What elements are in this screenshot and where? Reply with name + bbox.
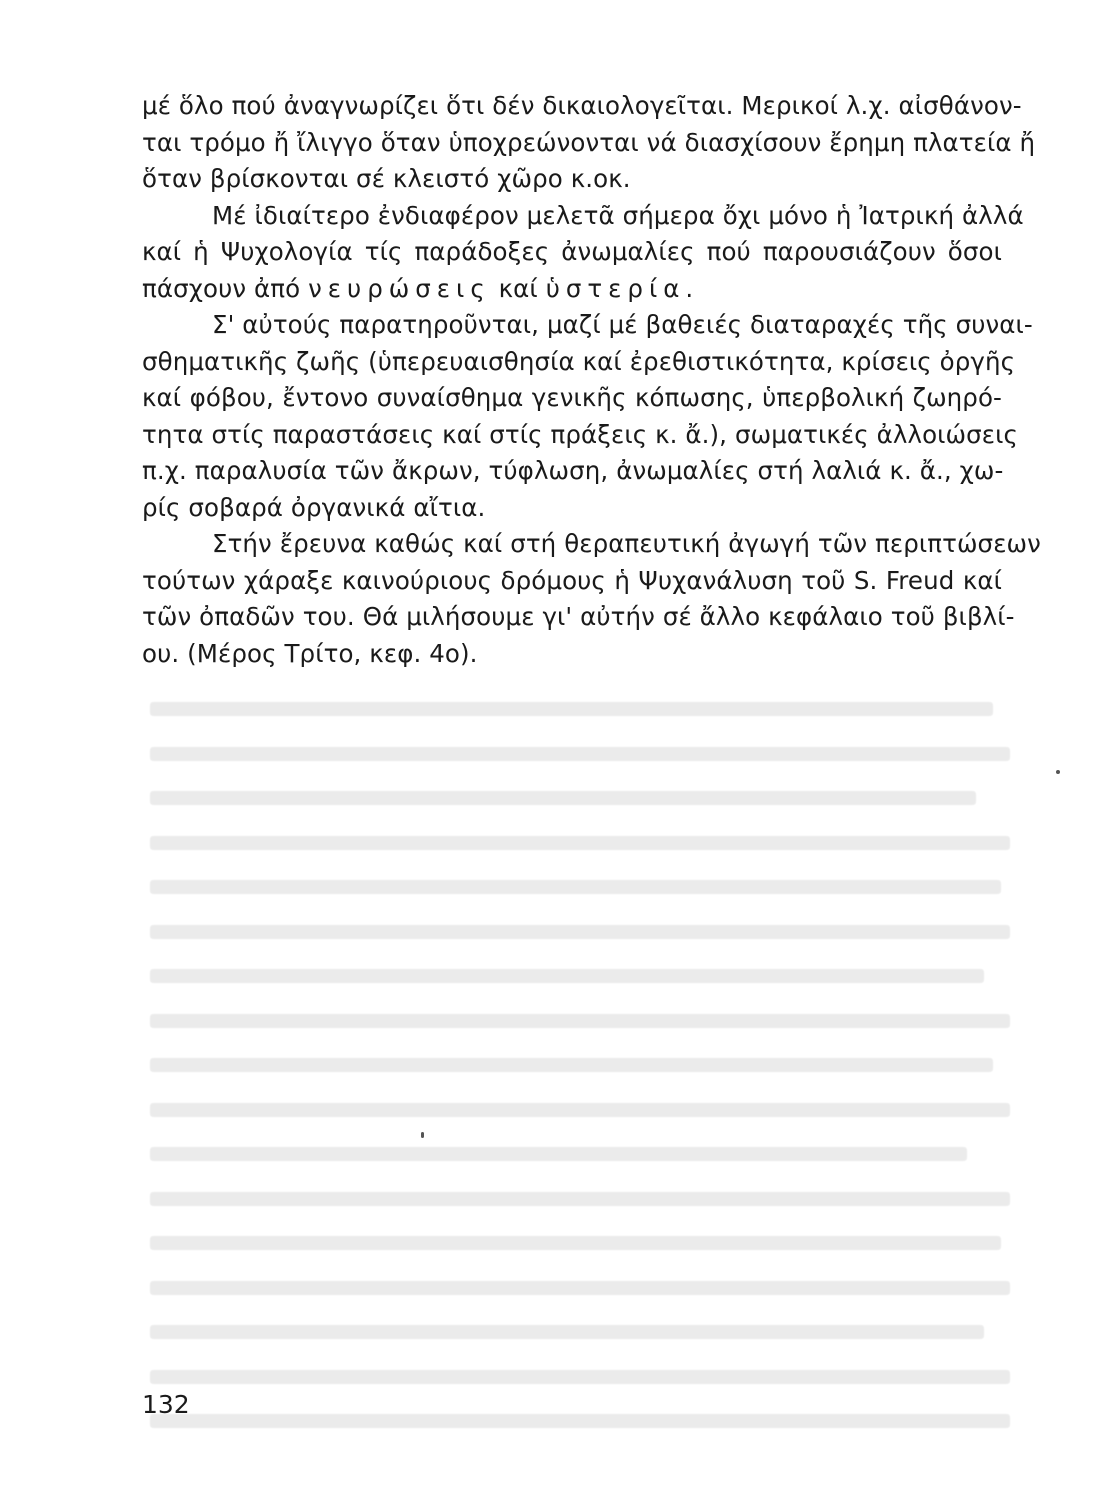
text-line: σθηματικῆς ζωῆς (ὑπερευαισθησία καί ἐρεθιστικότητα, κρίσεις ὀργῆς	[142, 346, 1016, 376]
paragraph-3	[142, 307, 1033, 526]
text-line: καί ἡ Ψυχολογία τίς παράδοξες ἀνωμαλίες πού παρουσιάζουν ὅσοι	[142, 237, 1002, 266]
text-line: τητα στίς παραστάσεις καί στίς πράξεις κ. ἄ.), σωματικές ἀλλοιώσεις	[142, 419, 1019, 449]
text-line	[142, 271, 1002, 308]
text-segment: καί	[498, 273, 538, 303]
text-segment: πάσχουν ἀπό	[142, 273, 301, 303]
body-text	[142, 88, 1041, 672]
emphasized-term-neuroses: νευρώσεις	[308, 273, 491, 303]
text-line: ρίς σοβαρά ὀργανικά αἴτια.	[142, 492, 486, 522]
paragraph-4	[142, 526, 1041, 672]
emphasized-term-hysteria: ὑστερία.	[545, 273, 700, 303]
text-line: τούτων χάραξε καινούριους δρόμους ἡ Ψυχανάλυση τοῦ S. Freud καί	[142, 565, 1002, 595]
text-line: Μέ ἰδιαίτερο ἐνδιαφέρον μελετᾶ σήμερα ὄχι μόνο ἡ Ἰατρική ἀλλά	[212, 200, 1024, 230]
page-number: 132	[142, 1390, 190, 1419]
text-line: καί φόβου, ἔντονο συναίσθημα γενικῆς κόπωσης, ὑπερβολική ζωηρό-	[142, 383, 1002, 412]
text-line: Στήν ἔρευνα καθώς καί στή θεραπευτική ἀγωγή τῶν περιπτώσεων	[212, 529, 1041, 558]
text-line: ται τρόμο ἤ ἴλιγγο ὅταν ὑποχρεώνονται νά διασχίσουν ἔρημη πλατεία ἤ	[142, 127, 1036, 157]
paper-speck	[1056, 770, 1060, 774]
text-line: π.χ. παραλυσία τῶν ἄκρων, τύφλωση, ἀνωμαλίες στή λαλιά κ. ἄ., χω-	[142, 456, 1004, 485]
reverse-side-bleed-through	[150, 690, 1010, 1447]
paragraph-1	[142, 88, 1036, 198]
paper-speck	[421, 1132, 424, 1138]
paragraph-2	[142, 198, 1024, 308]
text-line: ὅταν βρίσκονται σέ κλειστό χῶρο κ.οκ.	[142, 164, 631, 193]
text-line: τῶν ὀπαδῶν του. Θά μιλήσουμε γι' αὐτήν σέ ἄλλο κεφάλαιο τοῦ βιβλί-	[142, 602, 1015, 631]
text-line: Σ' αὐτούς παρατηροῦνται, μαζί μέ βαθειές διαταραχές τῆς συναι-	[212, 310, 1033, 339]
text-line: ου. (Μέρος Τρίτο, κεφ. 4ο).	[142, 638, 478, 668]
text-line: μέ ὅλο πού ἀναγνωρίζει ὅτι δέν δικαιολογεῖται. Μερικοί λ.χ. αἰσθάνον-	[142, 91, 1022, 120]
